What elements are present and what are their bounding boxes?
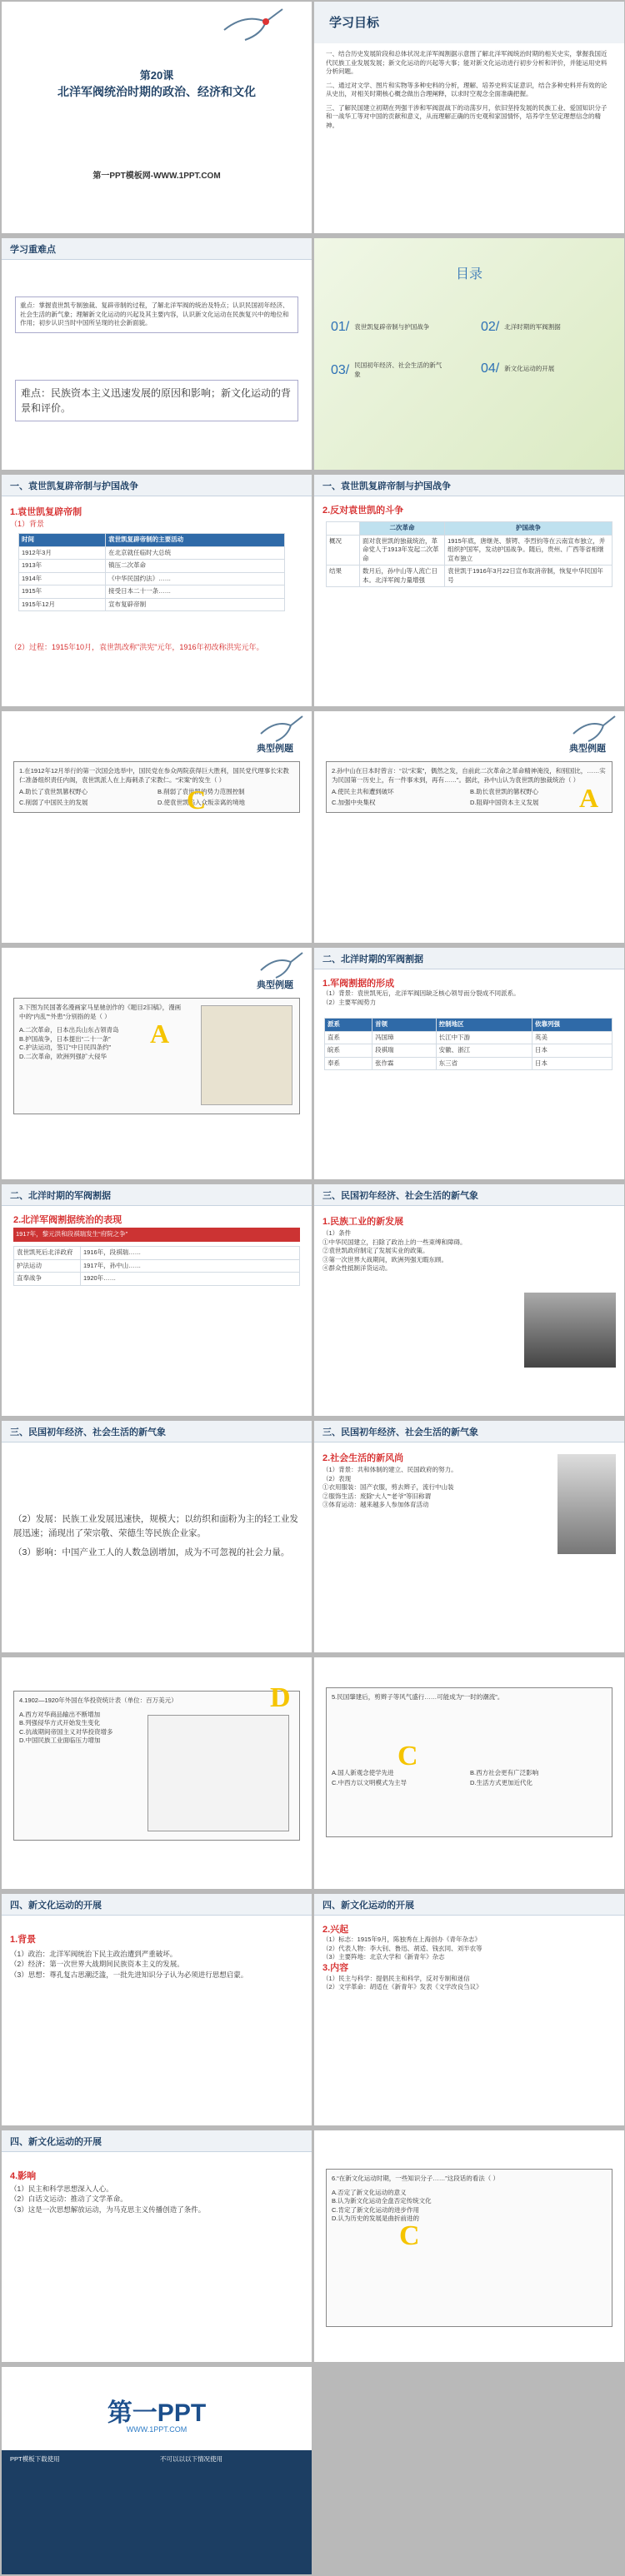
difficult-point-box: 难点：民族资本主义迅速发展的原因和影响；新文化运动的背景和评价。 [15, 380, 298, 421]
option-d[interactable]: D.中国民族工业面临压力增加 [19, 1736, 101, 1744]
question-text: 2.孙中山在日本时曾言：“以“宋案”，偶然之发，自前此二次革命之革命精神淹没，和别国比，……实为民国第一历史上，有一件事未到，再有……”。据此，孙中山认为袁世凯的独裁统治（ ） [332, 767, 606, 784]
question-box [326, 1687, 612, 1837]
slide-heading: 二、北洋时期的军阀割据 [2, 1184, 312, 1206]
slide-example-4 [2, 1657, 312, 1889]
section-part: （1）背景 [10, 520, 45, 528]
slide-goals [314, 2, 624, 233]
answer-letter: C [398, 1741, 418, 1771]
option-b[interactable]: B.认为新文化运动全盘否定传统文化 [332, 2197, 432, 2205]
content-item: （2）文学革命：胡适在《新青年》发表《文学改良刍议》 [322, 1983, 482, 1991]
brand-logo: 第一PPT [107, 2399, 207, 2427]
option-c[interactable]: C.护法运动，签订“中日民四条约” [19, 1044, 111, 1051]
slide-example-6 [314, 2130, 624, 2362]
slide-example-2 [314, 711, 624, 943]
option-b[interactable]: B.列强侵华方式开始发生变化 [19, 1719, 101, 1726]
question-box [13, 761, 300, 813]
social-item: ②服饰生活：废除“大人”“老爷”等旧称谓 [322, 1492, 431, 1500]
section-subtitle: 4.影响 [10, 2171, 37, 2181]
contents-item[interactable]: 新文化运动的开展 [504, 364, 555, 372]
contents-item[interactable]: 袁世凯复辟帝制与护国战争 [354, 322, 430, 331]
slide-key-points [2, 238, 312, 470]
question-box [13, 998, 300, 1114]
social-item: ①衣用服装：国产衣服，剪去辫子，流行中山装 [322, 1483, 454, 1491]
slide-heading: 三、民国初年经济、社会生活的新气象 [314, 1421, 624, 1442]
section-subtitle: 3.内容 [322, 1962, 349, 1973]
content-item: （1）民主与科学：提倡民主和科学，反对专制和迷信 [322, 1974, 470, 1982]
slide-industry [314, 1184, 624, 1416]
option-d[interactable]: D.使袁世凯陷入众叛亲离的境地 [158, 798, 245, 806]
option-b[interactable]: B.助长袁世凯的篡权野心 [470, 788, 539, 795]
option-a[interactable]: A.国人新观念使学先进 [332, 1768, 394, 1776]
answer-letter: D [270, 1682, 291, 1713]
usage-allowed: PPT模板下载使用 [10, 2455, 60, 2463]
option-b[interactable]: B.削弱了袁世凯的势力范围控制 [158, 788, 245, 795]
slide-example-3 [2, 948, 312, 1179]
option-c[interactable]: C.肯定了新文化运动的进步作用 [332, 2205, 419, 2214]
impact-item: （1）民主和科学思想深入人心。 [10, 2185, 113, 2193]
option-d[interactable]: D.认为历史的发展是曲折前进的 [332, 2215, 419, 2222]
option-c[interactable]: C.削弱了中国民主的发展 [19, 798, 88, 806]
question-box [326, 2169, 612, 2327]
option-d[interactable]: D.阻碍中国资本主义发展 [470, 798, 539, 806]
answer-letter: A [579, 783, 599, 813]
section-subtitle: 1.袁世凯复辟帝制 [10, 507, 82, 517]
contents-num: 04/ [481, 361, 500, 376]
goal-item: 二、通过对文学、图片和实物等多种史料的分析，理解、培养史料实证意识，结合多种史料并有效的论从史出，对相关时期核心概念做出合理阐释，以求时空观念全面准确把握。 [326, 81, 608, 97]
usage-forbidden: 不可以以以下情况使用 [160, 2455, 222, 2463]
option-a[interactable]: A.二次革命，日本出兵山东占领青岛 [19, 1026, 119, 1034]
cartoon-image [201, 1005, 292, 1105]
goal-item: 一、结合历史发展阶段和总体状况北洋军阀割据示意图了解北洋军阀统治时期的相关史实，掌握我国近代民族工业发展发展；新文化运动的兴起等大事；能对新文化运动进行初步分析和评价，并能运用史料分析问题。 [326, 50, 608, 75]
answer-letter: A [150, 1019, 170, 1049]
slide-anti-yuan [314, 475, 624, 706]
contents-item[interactable]: 民国初年经济、社会生活的新气象 [354, 361, 442, 378]
condition-item: ③第一次世界大战期间，欧洲列强无暇东顾。 [322, 1255, 448, 1263]
slide-new-culture-bg [2, 1894, 312, 2125]
question-text: 5.民国肇建后，剪辫子等风气盛行……可能成为“一时的潮流”。 [332, 1693, 504, 1701]
background-table: 时间 袁世凯复辟帝制的主要活动 1912年3月 在北京就任临时大总统 1913年 镇压二次革命 1914年 《中华民国约法》…… 1915年 接受日本二十一条…… 1915年12月 宣布复辟帝制 [18, 533, 285, 611]
contents-num: 03/ [331, 362, 350, 377]
question-box [326, 761, 612, 813]
background-item: （1）政治：北洋军阀统治下民主政治遭到严重破坏。 [10, 1950, 178, 1958]
contents-heading: 目录 [455, 267, 482, 282]
option-a[interactable]: A.西方对华商品输出不断增加 [19, 1710, 101, 1718]
impact-item: （2）白话文运动：推动了文学革命。 [10, 2195, 128, 2204]
background-item: （3）思想：尊孔复古思潮泛滥，一批先进知识分子认为必须进行思想启蒙。 [10, 1970, 248, 1979]
footer-url: 第一PPT模板网-WWW.1PPT.COM [92, 172, 221, 181]
condition-item: ①中华民国建立，扫除了政治上的一些束缚和障碍。 [322, 1238, 467, 1246]
goals-list [326, 50, 612, 130]
slide-heading: 四、新文化运动的开展 [2, 1894, 312, 1916]
section-subtitle: 2.兴起 [322, 1925, 349, 1935]
brand-url[interactable]: WWW.1PPT.COM [126, 2425, 188, 2434]
question-box [13, 1691, 300, 1841]
option-c[interactable]: C.抗战期间帝国主义对华投资增多 [19, 1727, 113, 1736]
contents-num: 01/ [331, 320, 350, 334]
section-subtitle: 1.军阀割据的形成 [322, 979, 395, 989]
key-point-box: 重点：掌握袁世凯专制独裁、复辟帝制的过程，了解北洋军阀的统治及特点；认识民国初年经济、社会生活的新气象；理解新文化运动的兴起及其主要内容，认识新文化运动在民族复兴中的地位和作用；初步认识当时中国所呈现的社会新面貌。 [15, 296, 298, 333]
lesson-number: 第20课 [139, 69, 174, 82]
question-text: 6.“在新文化运动时期，一些知识分子……”这段话的看法（ ） [332, 2175, 499, 2182]
section-subtitle: 1.民族工业的新发展 [322, 1217, 404, 1227]
social-item: （1）背景：共和体制的建立、民国政府的努力。 [322, 1466, 458, 1473]
condition-item: ②袁世凯政府制定了发展实业的政策。 [322, 1247, 429, 1254]
slide-heading: 学习重难点 [2, 238, 312, 260]
option-c[interactable]: C.中西方以文明模式为主导 [332, 1779, 407, 1786]
option-d[interactable]: D.生活方式更加近代化 [470, 1779, 532, 1786]
lesson-title: 北洋军阀统治时期的政治、经济和文化 [58, 85, 256, 98]
background-text: （1）背景：袁世凯死后，北洋军阀因缺乏核心领导而分裂成不同派系。 [322, 989, 520, 997]
slide-new-culture-impact [2, 2130, 312, 2362]
condition-label: （1）条件 [322, 1229, 352, 1237]
question-text: 4.1902—1920年外国在华投资统计表（单位：百万美元） [19, 1697, 178, 1704]
investment-chart-image [148, 1715, 289, 1831]
process-text: （2）过程：1915年10月，袁世凯改称"洪宪"元年，1916年初改称洪宪元年。 [10, 643, 264, 651]
rule-table: 袁世凯死后北洋政府 1916年，段祺瑞…… 护法运动 1917年，孙中山…… 直奉战争 1920年…… [13, 1246, 300, 1286]
slide-warlord-rule [2, 1184, 312, 1416]
question-text: 1.在1912年12月举行的第一次国会选举中，国民党在参众两院获得巨大胜利，国民党代理事长宋教仁准备组织责任内阁，袁世凯派人在上海刺杀了宋教仁。“宋案”的发生（ ） [19, 767, 289, 784]
goals-heading: 学习目标 [329, 16, 380, 30]
slide-heading: 一、袁世凯复辟帝制与护国战争 [314, 475, 624, 496]
impact-item: （3）这是一次思想解放运动，为马克思主义传播创造了条件。 [10, 2205, 206, 2214]
option-a[interactable]: A.助长了袁世凯篡权野心 [19, 788, 88, 795]
banner: 1917年，黎元洪和段祺瑞发生“府院之争” [13, 1228, 300, 1242]
option-c[interactable]: C.加强中央集权 [332, 798, 376, 806]
rise-item: （2）代表人物：李大钊、鲁迅、胡适、钱玄同、刘半农等 [322, 1944, 482, 1952]
slide-heading: 一、袁世凯复辟帝制与护国战争 [2, 475, 312, 496]
slide-example-5 [314, 1657, 624, 1889]
slide-heading: 三、民国初年经济、社会生活的新气象 [2, 1421, 312, 1442]
option-b[interactable]: B.西方社会更有广泛影响 [470, 1768, 539, 1776]
warlord-table: 派系 首领 控制地区 依靠列强 直系 冯国璋 长江中下游 英美 皖系 段祺瑞 安徽、浙江 日本 奉系 张作霖 东三省 日本 [324, 1018, 612, 1070]
option-a[interactable]: A.否定了新文化运动的意义 [332, 2188, 407, 2196]
slide-end [2, 2367, 312, 2574]
rise-item: （1）标志：1915年9月，陈独秀在上海创办《青年杂志》 [322, 1936, 482, 1943]
slide-heading: 三、民国初年经济、社会生活的新气象 [314, 1184, 624, 1206]
section-subtitle: 1.背景 [10, 1935, 37, 1945]
social-item: ③体育运动：越来越多人参加体育活动 [322, 1501, 429, 1508]
option-b[interactable]: B.护国战争，日本提出“二十一条” [19, 1034, 111, 1043]
example-label: 典型例题 [257, 744, 293, 754]
slide-warlords [314, 948, 624, 1179]
option-d[interactable]: D.二次革命，欧洲列强扩大侵华 [19, 1052, 107, 1060]
forces-text: （2）主要军阀势力 [322, 998, 377, 1006]
development-text: （2）发展：民族工业发展迅速快，规模大；以纺织和面粉为主的轻工业发展迅速；涌现出了荣宗敬、荣德生等民族企业家。 [13, 1514, 298, 1538]
option-a[interactable]: A.使民主共和遭到破坏 [332, 788, 394, 795]
example-label: 典型例题 [257, 980, 293, 990]
answer-letter: C [399, 2220, 420, 2251]
empty-slot [314, 2367, 624, 2574]
slide-title [2, 2, 312, 233]
rise-item: （3）主要阵地：北京大学和《新青年》杂志 [322, 1953, 445, 1961]
answer-letter: C [187, 785, 207, 815]
contents-item[interactable]: 北洋时期的军阀割据 [504, 322, 561, 331]
slide-heading: 四、新文化运动的开展 [2, 2130, 312, 2152]
contents-num: 02/ [481, 320, 500, 334]
section-subtitle: 2.社会生活的新风尚 [322, 1453, 404, 1463]
crane-icon [220, 5, 287, 47]
question-text: 3.下图为民国著名漫画家马星驰创作的《题目2旧稿》，漫画中的“内乱”“外患”分别指的是（ ） [19, 1004, 182, 1020]
slide-restoration [2, 475, 312, 706]
social-item: （2）表现 [322, 1474, 352, 1482]
section-subtitle: 2.北洋军阀割据统治的表现 [13, 1215, 122, 1225]
costume-photo [558, 1454, 616, 1554]
example-label: 典型例题 [569, 744, 606, 754]
struggle-table: 二次革命 护国战争 概况 面对袁世凯的独裁统治，革命党人于1913年发起二次革命 1915年底，唐继尧、蔡锷、李烈钧等在云南宣布独立，并组织护国军，发动护国战争。随后，贵州、广西等省相继宣布独立 结果 数月后，孙中山等人流亡日本。北洋军阀力量增强 袁世凯于1916年3月22日宣布取消帝制，恢复中华民国年号 [326, 521, 612, 587]
slide-social [314, 1421, 624, 1652]
background-item: （2）经济：第一次世界大战期间民族资本主义的发展。 [10, 1960, 184, 1969]
slide-contents [314, 238, 624, 470]
condition-item: ④群众性抵制洋货运动。 [322, 1264, 392, 1272]
slide-heading: 四、新文化运动的开展 [314, 1894, 624, 1916]
factory-photo [524, 1293, 616, 1368]
impact-text: （3）影响：中国产业工人的人数急剧增加，成为不可忽视的社会力量。 [13, 1547, 290, 1557]
section-subtitle: 2.反对袁世凯的斗争 [322, 506, 404, 516]
goal-item: 三、了解民国建立初期在列强干涉和军阀混战下的动荡岁月，依旧坚持发展的民族工业、爱国知识分子和一战华工等对中国的贡献和意义，从而理解正确的历史观和家国情怀，培养学生坚定理想信念的精神。 [326, 103, 608, 129]
slide-heading: 二、北洋时期的军阀割据 [314, 948, 624, 969]
slide-example-1 [2, 711, 312, 943]
slide-new-culture-rise [314, 1894, 624, 2125]
slide-industry-2 [2, 1421, 312, 1652]
